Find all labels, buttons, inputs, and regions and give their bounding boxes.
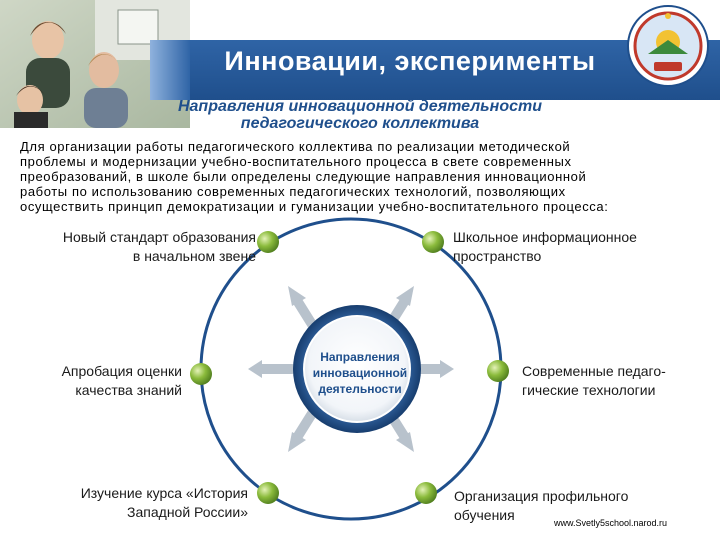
direction-label-technologies [522, 362, 712, 400]
direction-label-history-course [20, 484, 248, 522]
center-label-line: Направления [320, 350, 400, 364]
direction-label-line: пространство [453, 248, 542, 264]
intro-line: преобразований, в школе были определены следующие направления инновационной [20, 169, 587, 184]
direction-label-info-space [453, 228, 703, 266]
subtitle-line: педагогического коллектива [240, 115, 480, 132]
node-bottom-left [257, 482, 279, 504]
direction-label-line: качества знаний [75, 382, 182, 398]
direction-label-line: Новый стандарт образования [62, 229, 256, 245]
center-label [297, 349, 423, 397]
intro-line: Для организации работы педагогического коллектива по реализации методической [20, 139, 571, 154]
subtitle-line: Направления инновационной деятельности [177, 98, 543, 115]
direction-label-line: Организация профильного [454, 488, 629, 504]
intro-line: работы по использованию современных педагогических технологий, позволяющих [20, 184, 566, 199]
direction-label-line: обучения [454, 507, 515, 523]
direction-label-line: Школьное информационное [453, 229, 637, 245]
footer-url: www.Svetly5school.narod.ru [554, 518, 668, 528]
intro-line: осуществить принцип демократизации и гуманизации учебно-воспитательного процесса: [20, 199, 609, 214]
node-top-left [257, 231, 279, 253]
arrowhead-right [440, 360, 454, 378]
direction-label-line: Изучение курса «История [80, 485, 248, 501]
direction-label-new-standard [20, 228, 256, 266]
node-top-right [422, 231, 444, 253]
center-label-line: деятельности [318, 382, 402, 396]
node-bottom-right [415, 482, 437, 504]
direction-label-line: Апробация оценки [61, 363, 182, 379]
node-right [487, 360, 509, 382]
page-title: Инновации, эксперименты [224, 46, 596, 76]
arrowhead-left [248, 360, 262, 378]
node-left [190, 363, 212, 385]
direction-label-line: Современные педаго- [522, 363, 666, 379]
intro-line: проблемы и модернизации учебно-воспитательного процесса в свете современных [20, 154, 572, 169]
direction-label-line: в начальном звене [132, 248, 256, 264]
direction-label-line: гические технологии [522, 382, 656, 398]
direction-label-line: Западной России» [127, 504, 248, 520]
center-label-line: инновационной [312, 366, 408, 380]
direction-label-assessment [20, 362, 182, 400]
